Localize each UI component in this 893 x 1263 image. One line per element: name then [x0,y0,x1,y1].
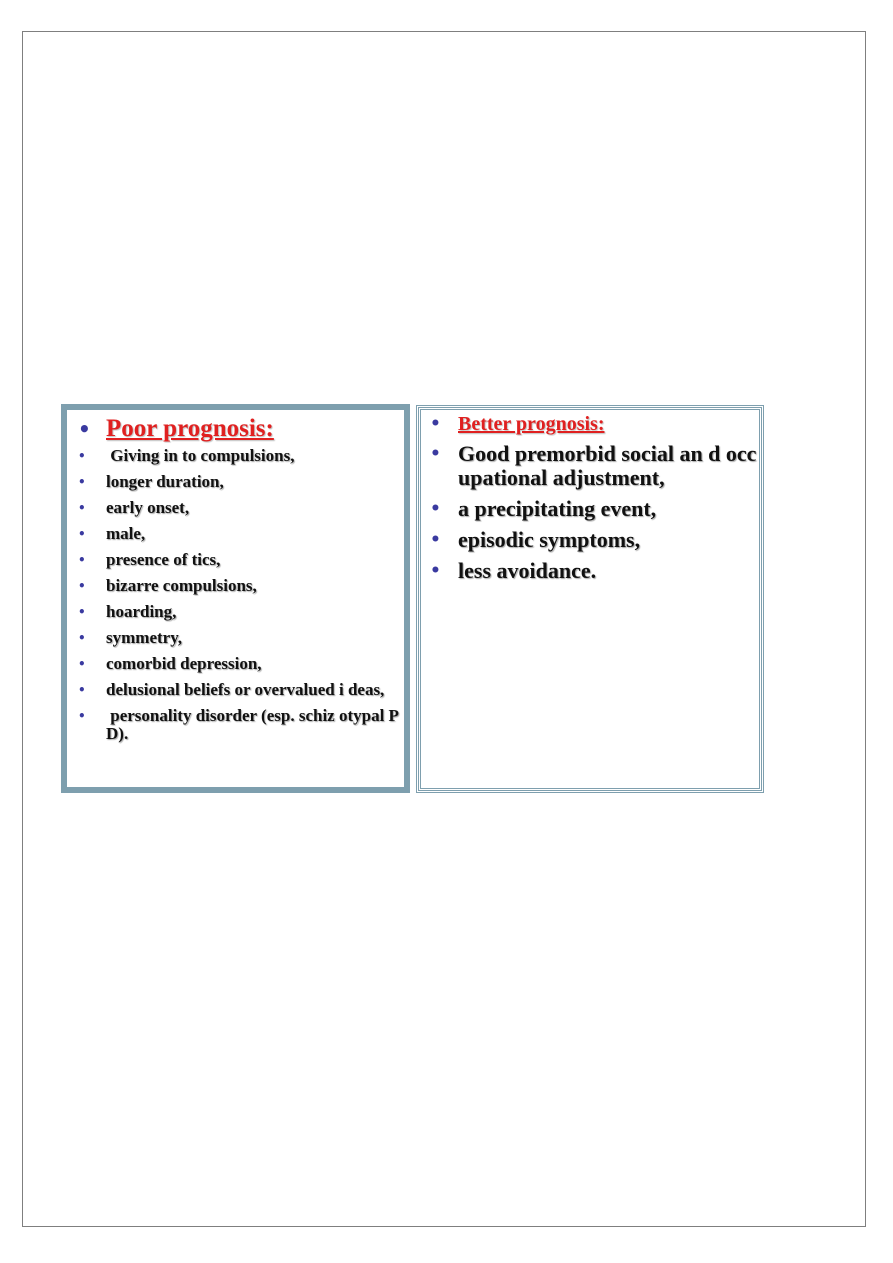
poor-item-text: delusional beliefs or overvalued i deas, [106,680,385,699]
better-item-text: episodic symptoms, [458,527,641,552]
better-prognosis-box [416,405,764,793]
list-item [74,707,400,743]
list-item [74,525,400,543]
list-item [74,629,400,647]
bullet-icon: • [78,683,86,697]
bullet-icon: • [430,444,441,464]
list-item [74,603,400,621]
poor-item-text: early onset, [106,498,190,517]
bullet-icon: • [78,605,86,619]
poor-item-text: Giving in to compulsions, [106,446,295,465]
poor-item-text: hoarding, [106,602,177,621]
list-item [74,577,400,595]
bullet-icon: • [430,530,441,550]
poor-item-text: longer duration, [106,472,224,491]
poor-prognosis-heading: Poor prognosis: [106,415,274,442]
better-item-text: a precipitating event, [458,496,657,521]
list-item [74,551,400,569]
poor-item-text: symmetry, [106,628,183,647]
bullet-icon: • [78,475,86,489]
bullet-icon: • [78,553,86,567]
better-prognosis-list [426,412,761,590]
list-item [426,442,761,490]
poor-item-text: presence of tics, [106,550,221,569]
better-item-text: less avoidance. [458,558,597,583]
bullet-icon: • [430,414,441,434]
bullet-icon: • [78,709,86,723]
poor-prognosis-box [61,404,410,793]
poor-item-text: personality disorder (esp. schiz otypal PD). [106,706,399,743]
bullet-icon: • [78,631,86,645]
bullet-icon: • [430,561,441,581]
bullet-icon: • [78,417,91,441]
poor-prognosis-list [74,414,400,751]
bullet-icon: • [430,499,441,519]
list-item [74,655,400,673]
poor-item-text: male, [106,524,146,543]
better-item-text: Good premorbid social an d occupational adjustment, [458,441,757,490]
bullet-icon: • [78,501,86,515]
list-item [74,473,400,491]
poor-item-text: bizarre compulsions, [106,576,257,595]
bullet-icon: • [78,527,86,541]
better-prognosis-heading: Better prognosis: [458,413,605,435]
better-prognosis-heading-item [426,412,761,436]
bullet-icon: • [78,449,86,463]
poor-prognosis-heading-item [74,414,400,444]
list-item [426,497,761,521]
bullet-icon: • [78,657,86,671]
list-item [426,528,761,552]
list-item [426,559,761,583]
list-item [74,681,400,699]
list-item [74,499,400,517]
list-item [74,447,400,465]
poor-item-text: comorbid depression, [106,654,262,673]
bullet-icon: • [78,579,86,593]
